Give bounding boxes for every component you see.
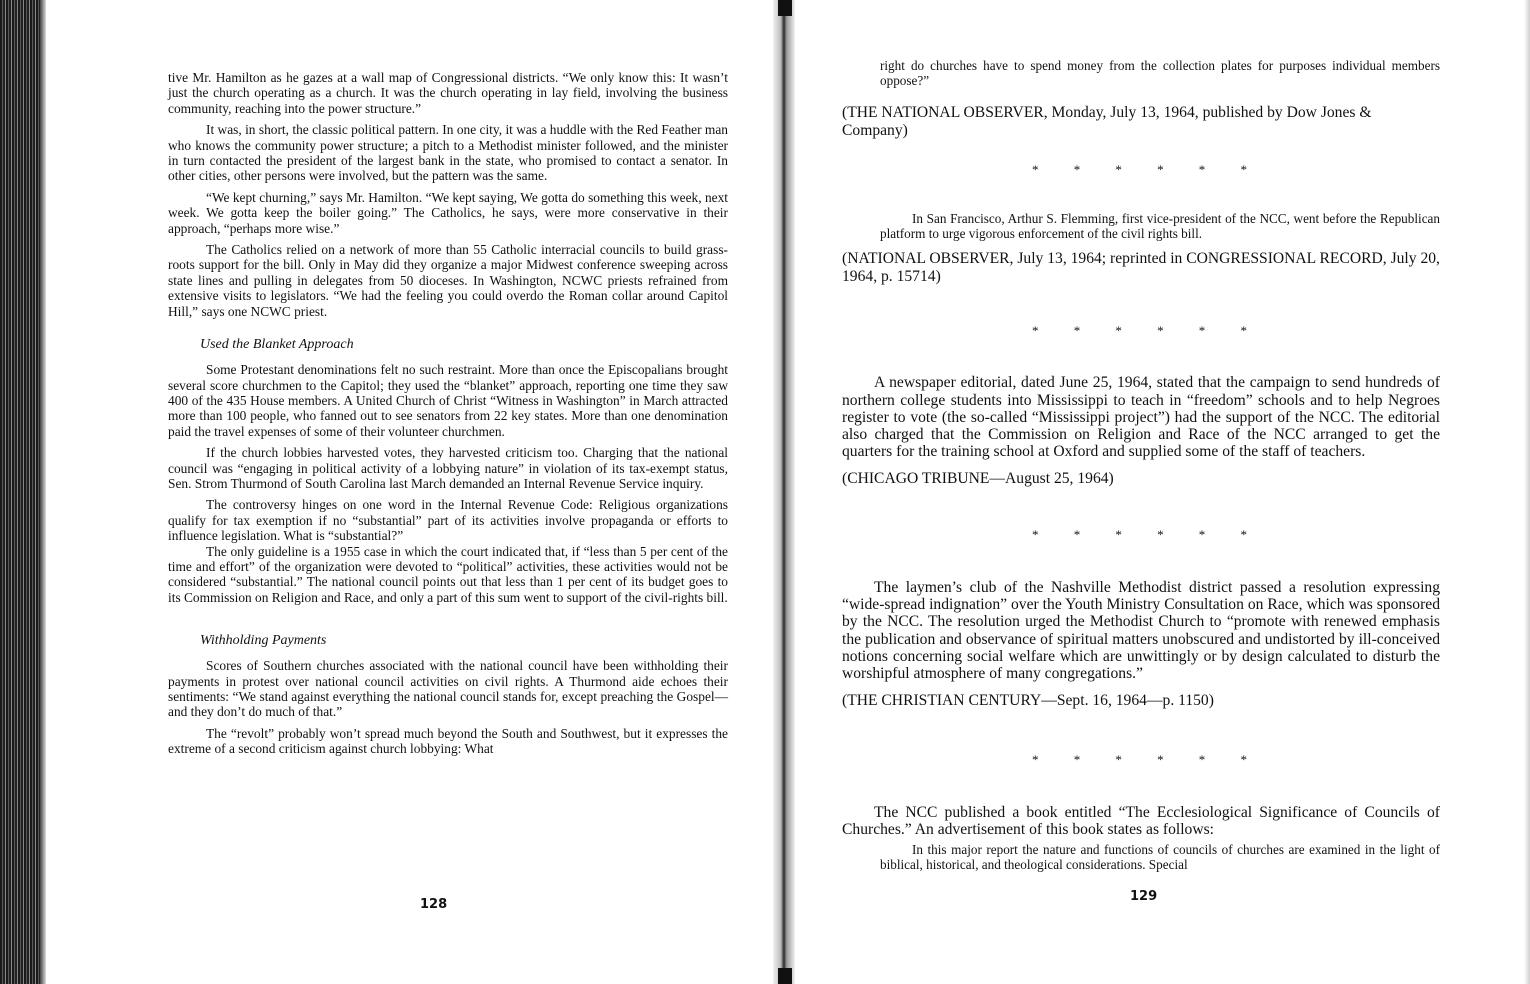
block-quote: In this major report the nature and functions of councils of churches are examined in the light of biblical, historical, and theological considerations. Special bbox=[880, 842, 1440, 873]
separator-stars: * * * * * * bbox=[1032, 751, 1247, 767]
book-binding-left bbox=[0, 0, 40, 984]
paragraph: “We kept churning,” says Mr. Hamilton. “We kept saying, We gotta do something this week, next week. We gotta keep the boiler going.” The Catholics, he says, were more conservative in their approach, “perhaps more wise.” bbox=[168, 189, 728, 236]
paragraph: A newspaper editorial, dated June 25, 1964, stated that the campaign to send hundreds of northern college students into Mississippi to teach in “freedom” schools and to help Negroes register to vote (the so-called “Mississippi project”) had the support of the NCC. The editorial also charged that the Commission on Religion and Race of the NCC arranged to get the quarters for the training school at Oxford and supplied some of the staff of teachers. bbox=[842, 374, 1440, 461]
gutter-top-shadow bbox=[778, 0, 792, 16]
paragraph: The Catholics relied on a network of more than 55 Catholic interracial councils to build grass-roots support for the bill. Only in May did they organize a major Midwest conference sweeping across state lines and pulling in delegates from 50 dioceses. In Washington, NCWC priests refrained from extensive visits to legislators. “We had the feeling you could overdo the Roman collar around Capitol Hill,” says one NCWC priest. bbox=[168, 242, 728, 319]
paragraph: The “revolt” probably won’t spread much beyond the South and Southwest, but it expresses the extreme of a second criticism against church lobbying: What bbox=[168, 725, 728, 757]
page-edge-right bbox=[1524, 0, 1530, 984]
citation: (NATIONAL OBSERVER, July 13, 1964; reprinted in CONGRESSIONAL RECORD, July 20, 1964, p. 15714) bbox=[842, 250, 1440, 285]
paragraph: The laymen’s club of the Nashville Methodist district passed a resolution expressing “wide-spread indignation” over the Youth Ministry Consultation on Race, which was sponsored by the NCC. The resolution urged the Methodist Church to “promote with renewed emphasis the publication and observance of spiritual matters unobscured and undistorted by ill-conceived notions concerning social welfare which are unwittingly or by design calculated to disturb the worshipful atmosphere of many congregations.” bbox=[842, 578, 1440, 682]
section-heading: Used the Blanket Approach bbox=[200, 337, 354, 353]
book-gutter bbox=[773, 0, 795, 984]
block-quote: right do churches have to spend money from the collection plates for purposes individual members oppose?” bbox=[880, 58, 1440, 88]
paragraph: The NCC published a book entitled “The Ecclesiological Significance of Councils of Churches.” An advertisement of this book states as follows: bbox=[842, 803, 1440, 838]
paragraph: The controversy hinges on one word in the Internal Revenue Code: Religious organizations qualify for tax exemption if no “substantial” part of its activities involve propaganda or efforts to influence legislation. What is “substantial?” bbox=[168, 497, 728, 544]
citation: (CHICAGO TRIBUNE—August 25, 1964) bbox=[842, 470, 1114, 488]
citation: (THE NATIONAL OBSERVER, Monday, July 13, 1964, published by Dow Jones & Company) bbox=[842, 104, 1372, 139]
right-page bbox=[842, 58, 1440, 872]
paragraph: Some Protestant denominations felt no such restraint. More than once the Episcopalians brought several score churchmen to the Capitol; they used the “blanket” approach, reporting one time they saw 400 of the 435 House members. A United Church of Christ “Witness in Washington” in March attracted more than 100 people, who fanned out to see senators from 22 key states. More than one denomination paid the travel expenses of some of their volunteer churchmen. bbox=[168, 362, 728, 439]
paragraph: tive Mr. Hamilton as he gazes at a wall map of Congressional districts. “We only know this: It wasn’t just the church operating as a church. It was the church operating in lay field, involving the business community, reaching into the power structure.” bbox=[168, 70, 728, 116]
separator-stars: * * * * * * bbox=[1032, 526, 1247, 542]
citation: (THE CHRISTIAN CENTURY—Sept. 16, 1964—p. 1150) bbox=[842, 692, 1214, 710]
separator-stars: * * * * * * bbox=[1032, 323, 1247, 339]
paragraph: Scores of Southern churches associated with the national council have been withholding their payments in protest over national council activities on civil rights. A Thurmond aide echoes their sentiments: “We stand against everything the national council stands for, except preaching the Gospel—and they don’t do much of that.” bbox=[168, 658, 728, 720]
gutter-bottom-shadow bbox=[778, 968, 792, 984]
section-heading: Withholding Payments bbox=[200, 633, 327, 649]
paragraph: The only guideline is a 1955 case in which the court indicated that, if “less than 5 per cent of the time and effort” of the organization were devoted to “political” activities, these activities would not be considered “substantial.” The national council points out that less than 1 per cent of its budget goes to its Commission on Religion and Race, and only a part of this sum went to support of the civil-rights bill. bbox=[168, 543, 728, 605]
paragraph: If the church lobbies harvested votes, they harvested criticism too. Charging that the national council was “engaging in political activity of a lobbying nature” in violation of its tax-exempt status, Sen. Strom Thurmond of South Carolina last March demanded an Internal Revenue Service inquiry. bbox=[168, 445, 728, 491]
page-number: 128 bbox=[420, 897, 448, 912]
block-quote: In San Francisco, Arthur S. Flemming, first vice-president of the NCC, went before the Republican platform to urge vigorous enforcement of the civil rights bill. bbox=[880, 211, 1440, 242]
paragraph: It was, in short, the classic political pattern. In one city, it was a huddle with the Red Feather man who knows the community power structure; a pitch to a Methodist minister followed, and the minister in turn contacted the president of the largest bank in the state, who promised to contact a senator. In other cities, other persons were involved, but the pattern was the same. bbox=[168, 122, 728, 184]
page-number: 129 bbox=[1130, 889, 1158, 904]
separator-stars: * * * * * * bbox=[1032, 162, 1247, 178]
left-page bbox=[168, 70, 728, 763]
